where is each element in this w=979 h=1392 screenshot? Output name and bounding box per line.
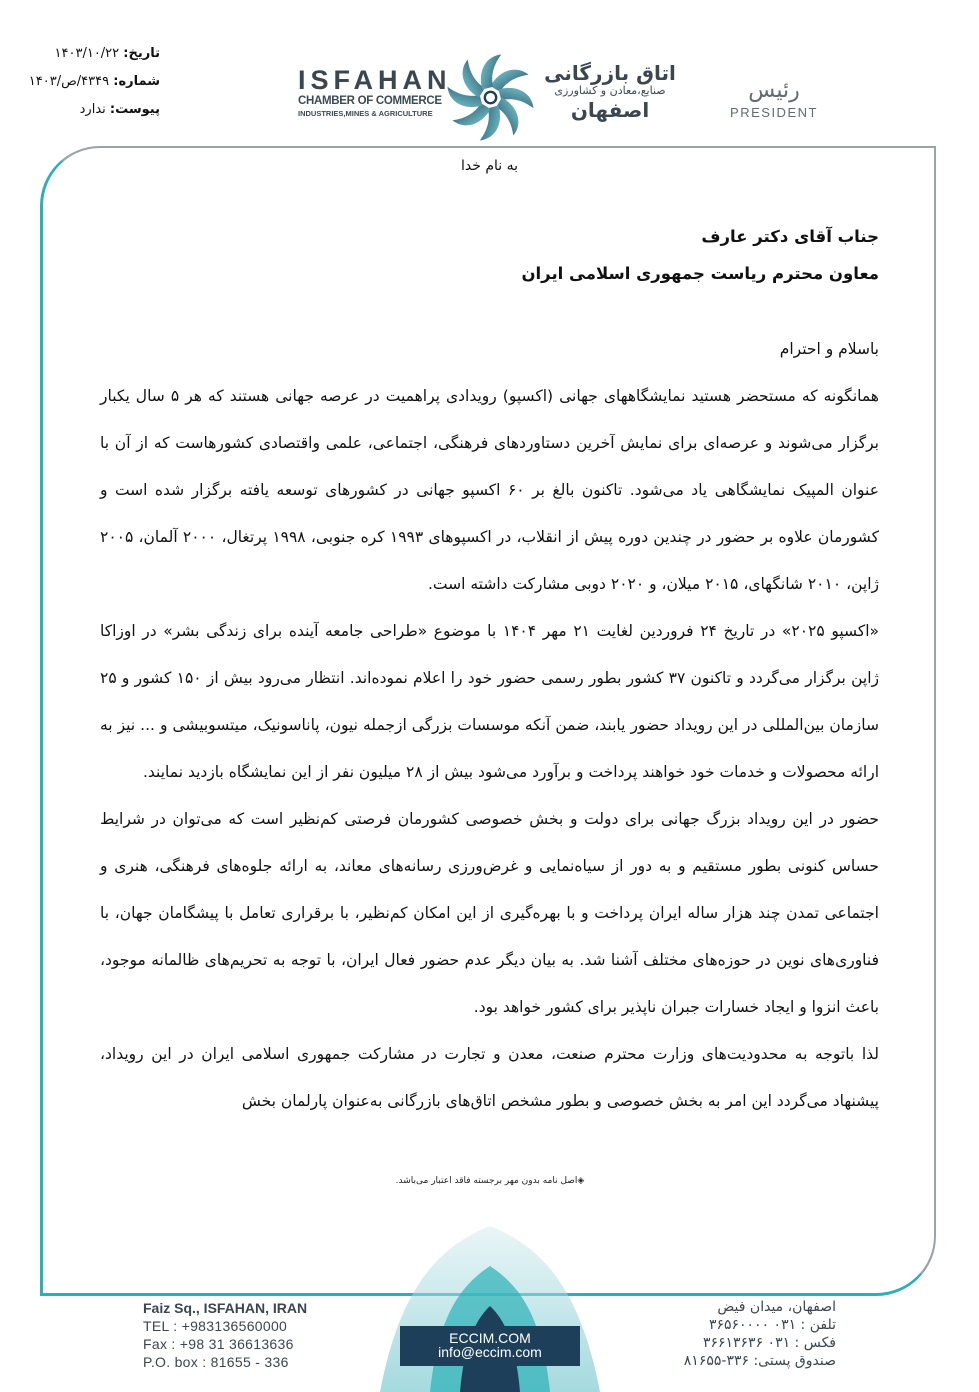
attachment-row <box>20 96 160 124</box>
date-row <box>20 40 160 68</box>
president-en: PRESIDENT <box>730 105 818 120</box>
logo-en-main: ISFAHAN <box>298 65 452 95</box>
address-fa: اصفهان، میدان فیض <box>717 1299 836 1315</box>
footer-emblem-icon <box>380 1226 600 1392</box>
pobox-fa: صندوق پستی: ۳۳۶-۸۱۶۵۵ <box>683 1353 836 1369</box>
number-value: ۴۳۴۹/ص/۱۴۰۳ <box>28 74 110 89</box>
letter-body <box>100 326 879 1125</box>
fax-fa: فکس : ۰۳۱ ۳۶۶۱۳۶۳۶ <box>702 1335 836 1351</box>
logo-english <box>298 65 452 120</box>
letter-meta <box>20 40 160 124</box>
date-value: ۱۴۰۳/۱۰/۲۲ <box>54 46 120 61</box>
logo-persian <box>538 62 682 122</box>
logo-en-small: INDUSTRIES,MINES & AGRICULTURE <box>298 109 433 118</box>
tel-fa: تلفن : ۰۳۱ ۳۶۵۶۰۰۰۰ <box>708 1317 836 1333</box>
addressee-title: معاون محترم ریاست جمهوری اسلامی ایران <box>521 264 879 283</box>
footer-english <box>143 1299 323 1371</box>
addressee-name: جناب آقای دکتر عارف <box>701 227 879 246</box>
paragraph-3: حضور در این رویداد بزرگ جهانی برای دولت و بخش خصوصی کشورمان فرصتی کم‌نظیر است که می‌توان در شرایط حساس کنونی بطور مستقیم و به دور از سیاه‌نمایی و غرض‌ورزی رسانه‌های معاند، به ارائه جلوه‌های فرهنگی، هنری و اجتماعی تمدن چند هزار ساله ایران پرداخت و با بهره‌گیری از این امکان کم‌نظیر، با برقراری تعامل با پیشگامان جهان، با فناوری‌های نوین در حوزه‌های مختلف آشنا شد. به بیان دیگر عدم حضور فعال ایران، با توجه به تحریم‌های ظالمانه موجود، باعث انزوا و ایجاد خسارات جبران ناپذیر برای کشور خواهد بود. <box>100 810 879 1016</box>
website-link[interactable]: ECCIM.COM <box>449 1330 531 1346</box>
greeting: باسلام و احترام <box>779 340 879 358</box>
footer-persian <box>660 1298 836 1370</box>
tel-en: TEL : +983136560000 <box>143 1318 288 1334</box>
paragraph-4: لذا باتوجه به محدودیت‌های وزارت محترم صنعت، معدن و تجارت در مشارکت جمهوری اسلامی ایران در این رویداد، پیشنهاد می‌گردد این امر به بخش خصوصی و بطور مشخص اتاق‌های بازرگانی به‌عنوان پارلمان بخش <box>100 1045 879 1110</box>
email-link[interactable]: info@eccim.com <box>438 1344 542 1360</box>
president-title <box>728 78 820 122</box>
footer-contact-web <box>400 1331 580 1359</box>
logo-en-sub: CHAMBER OF COMMERCE <box>298 95 442 107</box>
attachment-label: پیوست: <box>109 102 160 117</box>
fax-en: Fax : +98 31 36613636 <box>143 1336 294 1352</box>
date-label: تاریخ: <box>123 46 160 61</box>
besmellah: به نام خدا <box>460 158 519 174</box>
number-row <box>20 68 160 96</box>
paragraph-1: همانگونه که مستحضر هستید نمایشگاههای جهانی (اکسپو) رویدادی پراهمیت در عرصه جهانی هستند که هر ۵ سال یکبار برگزار می‌شوند و عرصه‌ای برای نمایش آخرین دستاوردهای فرهنگی، اجتماعی، علمی واقتصادی کشورهاست که از آن با عنوان المپیک نمایشگاهی یاد می‌شود. تاکنون بالغ بر ۶۰ اکسپو جهانی در کشورهای توسعه یافته برگزار شده است و کشورمان علاوه بر حضور در چندین دوره پیش از انقلاب، در اکسپوهای ۱۹۹۳ کره جنوبی، ۱۹۹۸ پرتغال، ۲۰۰۰ آلمان، ۲۰۰۵ ژاپن، ۲۰۱۰ شانگهای، ۲۰۱۵ میلان، و ۲۰۲۰ دوبی مشارکت داشته است. <box>100 387 879 593</box>
attachment-value: ندارد <box>79 102 106 117</box>
logo-fa-city: اصفهان <box>570 98 650 122</box>
address-en: Faiz Sq., ISFAHAN, IRAN <box>143 1300 308 1316</box>
paragraph-2: «اکسپو ۲۰۲۵» در تاریخ ۲۴ فروردین لغایت ۲۱ مهر ۱۴۰۴ با موضوع «طراحی جامعه آینده برای زندگی بشر» در اوزاکا ژاپن برگزار می‌گردد و تاکنون ۳۷ کشور بطور رسمی حضور خود را اعلام نموده‌اند. انتظار می‌رود بیش از ۱۵۰ کشور و ۲۵ سازمان بین‌المللی در این رویداد حضور یابند، ضمن آنکه موسسات بزرگی ازجمله نیون، پاناسونیک، میتسوبیشی و ... نیز به ارائه محصولات و خدمات خود خواهند پرداخت و برآورد می‌شود بیش از ۲۸ میلیون نفر از این نمایشگاه بازدید نمایند. <box>100 622 880 781</box>
logo-fa-main: اتاق بازرگانی <box>544 61 676 85</box>
seal-note: ◈اصل نامه بدون مهر برجسته فاقد اعتبار می‌باشد. <box>395 1176 585 1186</box>
addressee-block <box>521 218 879 292</box>
number-label: شماره: <box>113 74 160 89</box>
president-fa: رئیس <box>748 78 800 103</box>
chamber-logo-icon <box>443 50 538 145</box>
logo-fa-sub: صنایع،معادن و کشاورزی <box>554 84 666 97</box>
pobox-en: P.O. box : 81655 - 336 <box>143 1354 289 1370</box>
